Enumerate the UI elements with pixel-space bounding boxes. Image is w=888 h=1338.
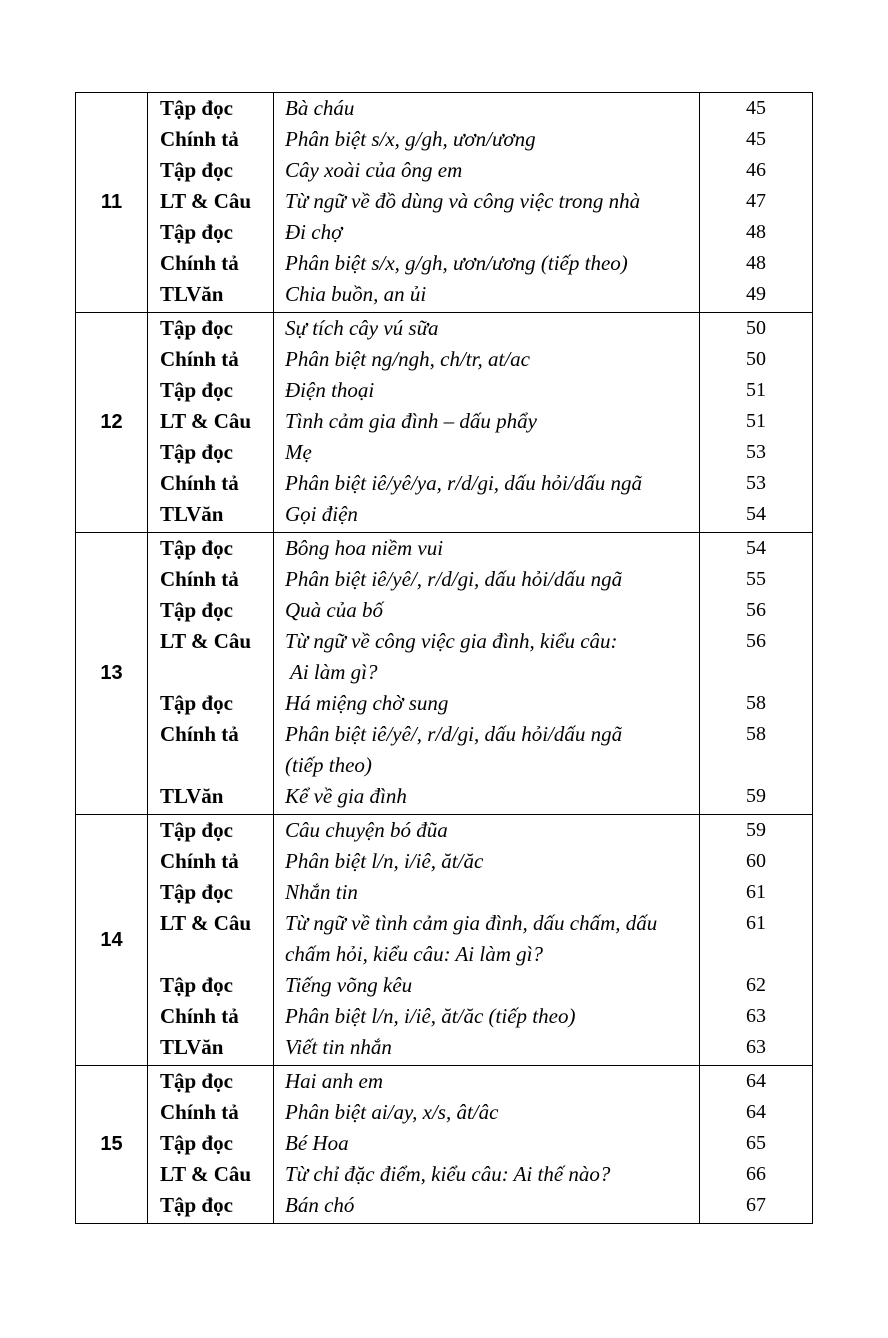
lesson-title: Bông hoa niềm vui (285, 536, 444, 560)
page-number-column (700, 313, 813, 533)
lesson-title-column (274, 93, 700, 313)
lesson-type: Tập đọc (160, 440, 233, 464)
week-row (76, 93, 813, 313)
page-number: 53 (746, 472, 766, 494)
week-row (76, 1066, 813, 1224)
page-number: 51 (746, 379, 766, 401)
week-number: 13 (76, 533, 148, 815)
spacer (700, 657, 812, 688)
week-row (76, 533, 813, 815)
lesson-type-column (148, 1066, 274, 1224)
lesson-title: Từ ngữ về đồ dùng và công việc trong nhà (285, 189, 641, 213)
page-number: 56 (746, 630, 766, 652)
page-number: 49 (746, 283, 766, 305)
page-number: 63 (746, 1005, 766, 1027)
lesson-title: Viết tin nhắn (285, 1035, 392, 1059)
lesson-type-column (148, 93, 274, 313)
lesson-type: TLVăn (160, 502, 224, 526)
page-number: 55 (746, 568, 766, 590)
page-number: 46 (746, 159, 766, 181)
lesson-type: Chính tả (160, 567, 239, 591)
lesson-type-column (148, 533, 274, 815)
page-number: 58 (746, 692, 766, 714)
lesson-type: Tập đọc (160, 96, 233, 120)
lesson-type: Chính tả (160, 722, 239, 746)
lesson-title: Chia buồn, an ủi (285, 282, 427, 306)
lesson-type: Chính tả (160, 1100, 239, 1124)
lesson-type: Tập đọc (160, 1131, 233, 1155)
spacer (148, 939, 273, 970)
lesson-type: TLVăn (160, 1035, 224, 1059)
lesson-title: Phân biệt s/x, g/gh, ươn/ương (285, 127, 536, 151)
lesson-title: Từ ngữ về công việc gia đình, kiểu câu: (285, 629, 618, 653)
page-number: 50 (746, 348, 766, 370)
lesson-type: TLVăn (160, 282, 224, 306)
lesson-type: Chính tả (160, 127, 239, 151)
lesson-type: Chính tả (160, 471, 239, 495)
lesson-title: Hai anh em (285, 1069, 383, 1093)
page-number: 64 (746, 1101, 766, 1123)
lesson-type: Tập đọc (160, 316, 233, 340)
lesson-type: Tập đọc (160, 1069, 233, 1093)
lesson-title: Bà cháu (285, 96, 355, 120)
lesson-title: Tình cảm gia đình – dấu phẩy (285, 409, 537, 433)
page-number: 53 (746, 441, 766, 463)
page-number: 56 (746, 599, 766, 621)
lesson-type: Chính tả (160, 251, 239, 275)
page-number: 64 (746, 1070, 766, 1092)
lesson-title: Há miệng chờ sung (285, 691, 449, 715)
lesson-title: Từ chỉ đặc điểm, kiểu câu: Ai thế nào? (285, 1162, 611, 1186)
lesson-type-column (148, 313, 274, 533)
page-number: 48 (746, 221, 766, 243)
lesson-type: LT & Câu (160, 409, 252, 433)
lesson-title-column (274, 313, 700, 533)
page-number: 54 (746, 537, 766, 559)
week-number: 14 (76, 815, 148, 1066)
lesson-type: Tập đọc (160, 1193, 233, 1217)
week-row (76, 313, 813, 533)
lesson-type: Tập đọc (160, 536, 233, 560)
lesson-type: Chính tả (160, 347, 239, 371)
week-number: 12 (76, 313, 148, 533)
lesson-title: Phân biệt ng/ngh, ch/tr, at/ac (285, 347, 530, 371)
page-number: 51 (746, 410, 766, 432)
table-of-contents (75, 92, 813, 1224)
lesson-type-column (148, 815, 274, 1066)
lesson-title: (tiếp theo) (285, 753, 372, 777)
page-number: 62 (746, 974, 766, 996)
spacer (700, 939, 812, 970)
lesson-title: Tiếng võng kêu (285, 973, 413, 997)
lesson-title: Bé Hoa (285, 1131, 349, 1155)
page-number: 61 (746, 912, 766, 934)
page-number: 59 (746, 819, 766, 841)
page-number: 48 (746, 252, 766, 274)
lesson-title: Điện thoại (285, 378, 375, 402)
lesson-type: Tập đọc (160, 598, 233, 622)
spacer (148, 750, 273, 781)
page-number: 58 (746, 723, 766, 745)
lesson-type: TLVăn (160, 784, 224, 808)
page-number: 60 (746, 850, 766, 872)
lesson-title: Phân biệt l/n, i/iê, ăt/ăc (tiếp theo) (285, 1004, 576, 1028)
page-number: 61 (746, 881, 766, 903)
lesson-type: Tập đọc (160, 378, 233, 402)
page-number-column (700, 93, 813, 313)
lesson-title: Gọi điện (285, 502, 358, 526)
lesson-title: Bán chó (285, 1193, 355, 1217)
lesson-type: Tập đọc (160, 691, 233, 715)
week-row (76, 815, 813, 1066)
lesson-title: chấm hỏi, kiểu câu: Ai làm gì? (285, 942, 543, 966)
page-number-column (700, 533, 813, 815)
lesson-title: Từ ngữ về tình cảm gia đình, dấu chấm, dấu (285, 911, 658, 935)
lesson-type: Tập đọc (160, 220, 233, 244)
page-number: 45 (746, 97, 766, 119)
page-number: 67 (746, 1194, 766, 1216)
lesson-type: Chính tả (160, 849, 239, 873)
page-number: 65 (746, 1132, 766, 1154)
lesson-type: Tập đọc (160, 880, 233, 904)
lesson-title-column (274, 815, 700, 1066)
lesson-type: LT & Câu (160, 629, 252, 653)
page-number: 59 (746, 785, 766, 807)
lesson-title-column (274, 1066, 700, 1224)
spacer (148, 657, 273, 688)
lesson-title: Cây xoài của ông em (285, 158, 463, 182)
lesson-type: LT & Câu (160, 189, 252, 213)
lesson-title-column (274, 533, 700, 815)
page-number: 63 (746, 1036, 766, 1058)
lesson-title: Sự tích cây vú sữa (285, 316, 439, 340)
lesson-title: Câu chuyện bó đũa (285, 818, 448, 842)
spacer (700, 750, 812, 781)
week-number: 11 (76, 93, 148, 313)
page-number-column (700, 1066, 813, 1224)
lesson-title: Phân biệt iê/yê/, r/d/gi, dấu hỏi/dấu ngã (285, 722, 623, 746)
page-number: 47 (746, 190, 766, 212)
week-number: 15 (76, 1066, 148, 1224)
lesson-title: Quà của bố (285, 598, 383, 622)
page-number: 50 (746, 317, 766, 339)
lesson-title: Mẹ (285, 440, 312, 464)
lesson-title: Phân biệt ai/ay, x/s, ât/âc (285, 1100, 499, 1124)
lesson-type: Tập đọc (160, 818, 233, 842)
page-number: 45 (746, 128, 766, 150)
lesson-type: Chính tả (160, 1004, 239, 1028)
page-number-column (700, 815, 813, 1066)
lesson-title: Phân biệt l/n, i/iê, ăt/ăc (285, 849, 484, 873)
page-number: 66 (746, 1163, 766, 1185)
lesson-title: Phân biệt iê/yê/ya, r/d/gi, dấu hỏi/dấu ngã (285, 471, 642, 495)
page-number: 54 (746, 503, 766, 525)
lesson-type: Tập đọc (160, 158, 233, 182)
lesson-title: Nhắn tin (285, 880, 358, 904)
lesson-type: LT & Câu (160, 911, 252, 935)
lesson-type: LT & Câu (160, 1162, 252, 1186)
lesson-type: Tập đọc (160, 973, 233, 997)
lesson-title: Đi chợ (285, 220, 343, 244)
lesson-title: Kể về gia đình (285, 784, 407, 808)
lesson-title: Phân biệt iê/yê/, r/d/gi, dấu hỏi/dấu ngã (285, 567, 623, 591)
lesson-title: Phân biệt s/x, g/gh, ươn/ương (tiếp theo) (285, 251, 628, 275)
lesson-title: Ai làm gì? (290, 660, 378, 684)
